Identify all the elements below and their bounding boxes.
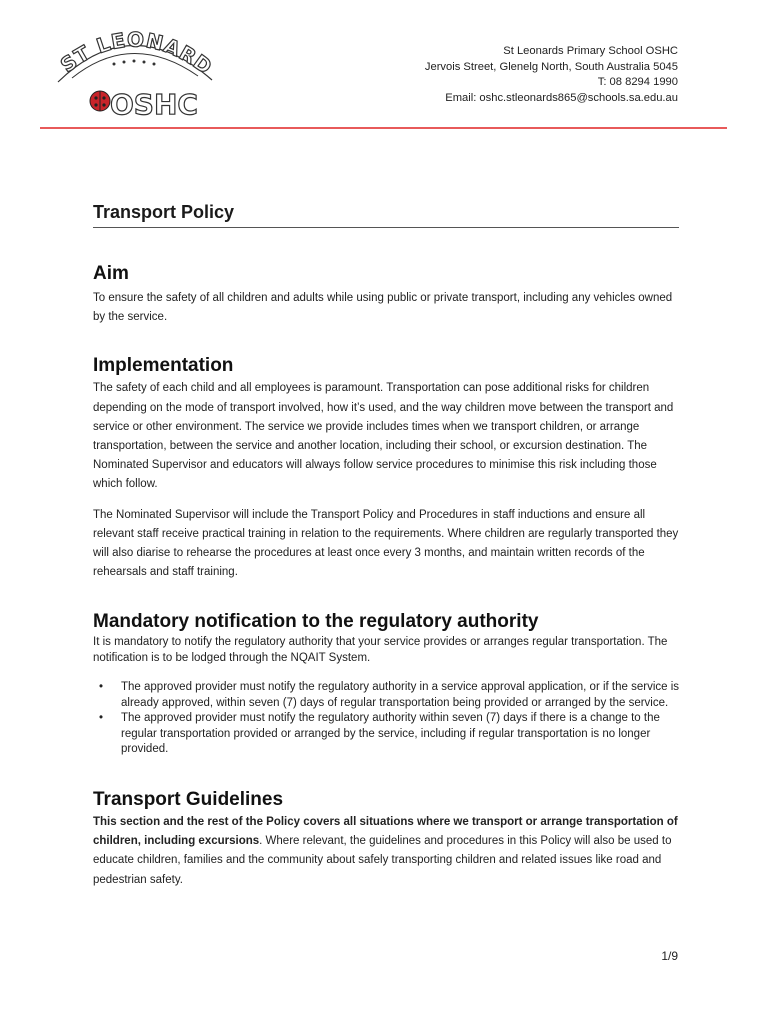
contact-address: Jervois Street, Glenelg North, South Australia 5045	[424, 60, 678, 73]
guidelines-paragraph	[93, 813, 683, 890]
list-item	[93, 711, 683, 758]
guidelines-rest-text: . Where relevant, the guidelines and procedures in this Policy will also be used to educate children, families and the community about safely transporting children and related issues like road and pedestrian safety.	[93, 835, 672, 886]
header-divider	[40, 127, 727, 129]
page-number: 1/9	[661, 949, 678, 963]
document-title: Transport Policy	[93, 202, 679, 228]
bullet-icon: •	[99, 712, 104, 725]
implementation-paragraph-2: The Nominated Supervisor will include the Transport Policy and Procedures in staff inductions and ensure all relevant staff receive practical training in relation to the requirements. Where children are regularly transported they will also diarise to rehearse the procedures at least once every 3 months, and maintain written records of the rehearsals and staff training.	[93, 508, 679, 579]
list-item	[93, 680, 683, 711]
logo-dots	[113, 60, 156, 66]
bullet-icon: •	[99, 681, 104, 694]
contact-school-name: St Leonards Primary School OSHC	[503, 45, 678, 57]
logo-arc-text: ST LEONARD	[55, 27, 217, 80]
mandatory-intro: It is mandatory to notify the regulatory authority that your service provides or arranges regular transportation. The notification is to be lodged through the NQAIT System.	[93, 636, 668, 665]
school-logo	[52, 24, 217, 124]
document-body	[93, 202, 683, 890]
aim-heading: Aim	[93, 263, 129, 284]
list-item-text: The approved provider must notify the regulatory authority within seven (7) days if there is a change to the regular transportation provided or arranged by the service, including if regular transportation is no longer provided.	[121, 712, 660, 756]
aim-text: To ensure the safety of all children and adults while using public or private transport, including any vehicles owned by the service.	[93, 292, 673, 324]
contact-phone: T: 08 8294 1990	[597, 76, 678, 88]
contact-email: Email: oshc.stleonards865@schools.sa.edu.au	[445, 91, 678, 104]
implementation-heading: Implementation	[93, 355, 234, 377]
logo-graphic	[52, 24, 217, 124]
ladybird-icon	[90, 91, 110, 111]
mandatory-bullet-list	[93, 680, 683, 758]
guidelines-bold-text: This section and the rest of the Policy covers all situations where we transport or arrange transportation of children, including excursions	[93, 815, 678, 848]
svg-text:ST LEONARDS	[52, 24, 217, 79]
list-item-text: The approved provider must notify the regulatory authority in a service approval application, or if the service is already approved, within seven (7) days of regular transportation being provided or arranged by the service.	[121, 681, 680, 709]
guidelines-heading: Transport Guidelines	[93, 788, 284, 810]
mandatory-heading: Mandatory notification to the regulatory authority	[93, 611, 539, 633]
implementation-paragraph-1: The safety of each child and all employees is paramount. Transportation can pose additional risks for children depending on the mode of transport involved, how it’s used, and the way children move between the transport and service or other environment. The service we provide includes times when we transport children, or arrange transportation, between the service and another location, including their school, or excursion destination. The Nominated Supervisor and educators will always follow service procedures to minimise this risk including those which follow.	[93, 382, 674, 491]
logo-sub-text: OSHC	[110, 88, 198, 121]
contact-block	[425, 44, 678, 106]
